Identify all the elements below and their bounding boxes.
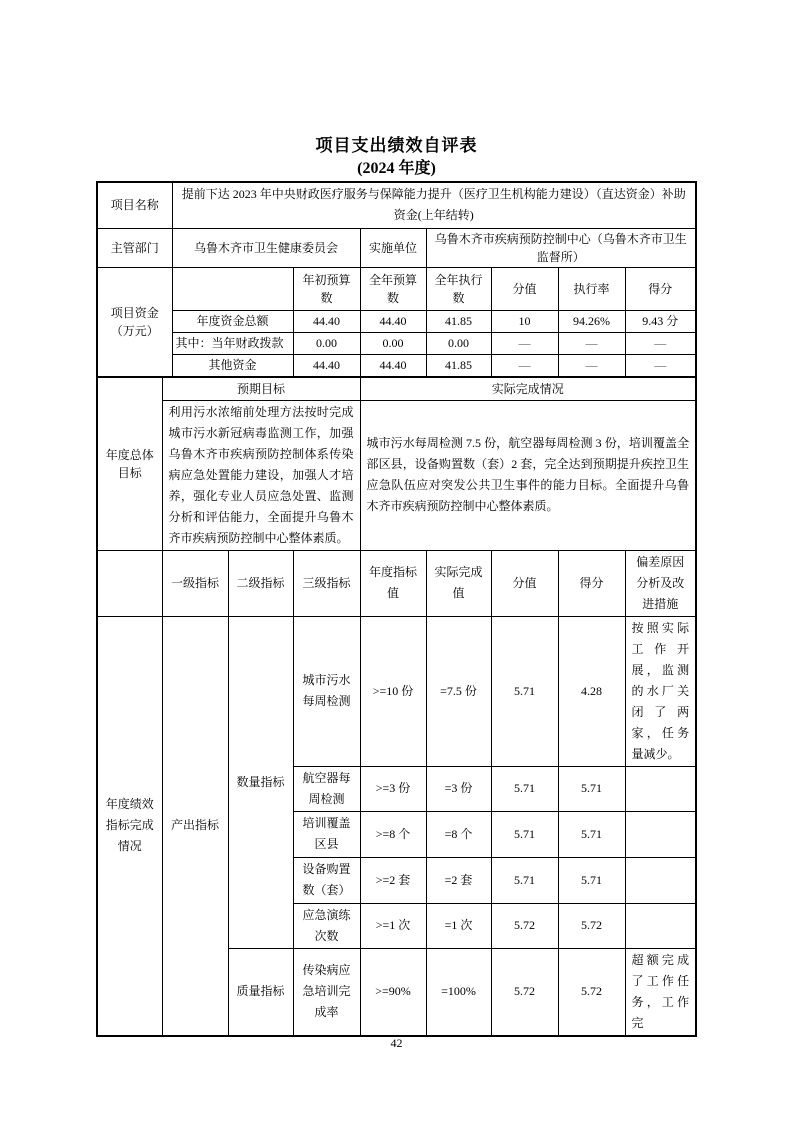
goal-indicator-table	[96, 376, 697, 1037]
indicator-points: 4.28	[558, 616, 625, 766]
dept-value: 乌鲁木齐市卫生健康委员会	[172, 228, 360, 267]
funding-cell: 0.00	[360, 332, 426, 354]
indicator-col-score: 分值	[491, 550, 558, 616]
indicator-col-level2: 二级指标	[228, 550, 293, 616]
indicator-target: >=1 次	[360, 903, 426, 948]
indicator-name: 应急演练次数	[293, 903, 360, 948]
funding-cell: —	[491, 354, 558, 377]
indicator-score: 5.71	[491, 811, 558, 857]
title-block	[0, 0, 793, 180]
indicator-blank-cell	[97, 550, 162, 616]
page-subtitle: (2024 年度)	[357, 160, 436, 177]
funding-cell: 10	[491, 310, 558, 332]
project-name-label: 项目名称	[97, 182, 172, 228]
funding-section-label: 项目资金（万元）	[97, 267, 172, 377]
indicator-actual: =8 个	[426, 811, 491, 857]
funding-cell: —	[491, 332, 558, 354]
indicator-target: >=10 份	[360, 616, 426, 766]
project-info-funding-table	[96, 181, 697, 378]
self-eval-table	[96, 181, 697, 1037]
indicator-col-actual: 实际完成值	[426, 550, 491, 616]
impl-unit-value: 乌鲁木齐市疾病预防控制中心（乌鲁木齐市卫生监督所）	[426, 228, 696, 267]
indicator-target: >=90%	[360, 948, 426, 1036]
funding-blank-cell	[172, 267, 293, 310]
goal-actual-text: 城市污水每周检测 7.5 份，航空器每周检测 3 份，培训覆盖全部区县，设备购置数（套）2 套，完全达到预期提升疾控卫生应急队伍应对突发公共卫生事件的能力目标。全面提升乌鲁木齐市疾病预防控制中心整体素质。	[360, 400, 696, 550]
funding-cell: 44.40	[293, 354, 360, 377]
indicator-col-level1: 一级指标	[162, 550, 228, 616]
indicator-score: 5.72	[491, 903, 558, 948]
indicator-target: >=2 套	[360, 857, 426, 903]
indicator-name: 传染病应急培训完成率	[293, 948, 360, 1036]
goal-expected-header: 预期目标	[162, 377, 360, 400]
indicator-score: 5.71	[491, 616, 558, 766]
indicator-name: 设备购置数（套）	[293, 857, 360, 903]
indicator-deviation	[625, 857, 696, 903]
funding-row-label: 其他资金	[172, 354, 293, 377]
indicator-deviation	[625, 811, 696, 857]
funding-cell: —	[625, 354, 696, 377]
indicator-deviation	[625, 903, 696, 948]
indicator-score: 5.71	[491, 766, 558, 811]
dept-label: 主管部门	[97, 228, 172, 267]
indicator-score: 5.71	[491, 857, 558, 903]
indicator-col-target: 年度指标值	[360, 550, 426, 616]
indicator-points: 5.71	[558, 811, 625, 857]
indicator-deviation: 超额完成了工作任务，工作完	[625, 948, 696, 1036]
funding-row-label: 年度资金总额	[172, 310, 293, 332]
funding-cell: 44.40	[360, 310, 426, 332]
funding-row-label: 其中：当年财政拨款	[172, 332, 293, 354]
funding-col-score-value: 分值	[491, 267, 558, 310]
funding-cell: —	[558, 354, 625, 377]
funding-cell: 0.00	[293, 332, 360, 354]
funding-cell: 0.00	[426, 332, 491, 354]
goal-actual-header: 实际完成情况	[360, 377, 696, 400]
funding-col-exec-rate: 执行率	[558, 267, 625, 310]
perf-section-label: 年度绩效指标完成情况	[97, 616, 162, 1036]
indicator-actual: =100%	[426, 948, 491, 1036]
funding-cell: —	[625, 332, 696, 354]
indicator-points: 5.71	[558, 766, 625, 811]
indicator-actual: =1 次	[426, 903, 491, 948]
funding-cell: 94.26%	[558, 310, 625, 332]
indicator-col-level3: 三级指标	[293, 550, 360, 616]
funding-cell: 9.43 分	[625, 310, 696, 332]
indicator-target: >=3 份	[360, 766, 426, 811]
funding-cell: 41.85	[426, 310, 491, 332]
indicator-name: 城市污水每周检测	[293, 616, 360, 766]
indicator-actual: =7.5 份	[426, 616, 491, 766]
indicator-actual: =2 套	[426, 857, 491, 903]
goal-expected-text: 利用污水浓缩前处理方法按时完成城市污水新冠病毒监测工作，加强乌鲁木齐市疾病预防控制体系传染病应急处置能力建设，加强人才培养，强化专业人员应急处置、监测分析和评估能力，全面提升乌鲁木齐市疾病预防控制中心整体素质。	[162, 400, 360, 550]
indicator-points: 5.71	[558, 857, 625, 903]
perf-quantity-label: 数量指标	[228, 616, 293, 948]
page-number: 42	[390, 1036, 403, 1050]
indicator-points: 5.72	[558, 948, 625, 1036]
funding-cell: 44.40	[293, 310, 360, 332]
funding-cell: —	[558, 332, 625, 354]
indicator-points: 5.72	[558, 903, 625, 948]
perf-level1-value: 产出指标	[162, 616, 228, 1036]
funding-col-initial-budget: 年初预算数	[293, 267, 360, 310]
indicator-col-deviation: 偏差原因分析及改进措施	[625, 550, 696, 616]
funding-col-points: 得分	[625, 267, 696, 310]
page-title: 项目支出绩效自评表	[315, 136, 478, 155]
indicator-col-points: 得分	[558, 550, 625, 616]
indicator-target: >=8 个	[360, 811, 426, 857]
indicator-score: 5.72	[491, 948, 558, 1036]
funding-col-annual-budget: 全年预算数	[360, 267, 426, 310]
perf-quality-label: 质量指标	[228, 948, 293, 1036]
funding-col-executed: 全年执行数	[426, 267, 491, 310]
indicator-name: 航空器每周检测	[293, 766, 360, 811]
indicator-name: 培训覆盖区县	[293, 811, 360, 857]
indicator-actual: =3 份	[426, 766, 491, 811]
indicator-deviation: 按照实际工作开展，监测的水厂关闭了两家，任务量减少。	[625, 616, 696, 766]
project-name-value: 提前下达 2023 年中央财政医疗服务与保障能力提升（医疗卫生机构能力建设）（直达资金）补助资金(上年结转)	[172, 182, 696, 228]
funding-cell: 41.85	[426, 354, 491, 377]
indicator-deviation	[625, 766, 696, 811]
funding-cell: 44.40	[360, 354, 426, 377]
impl-unit-label: 实施单位	[360, 228, 426, 267]
goal-section-label: 年度总体目标	[97, 377, 162, 550]
